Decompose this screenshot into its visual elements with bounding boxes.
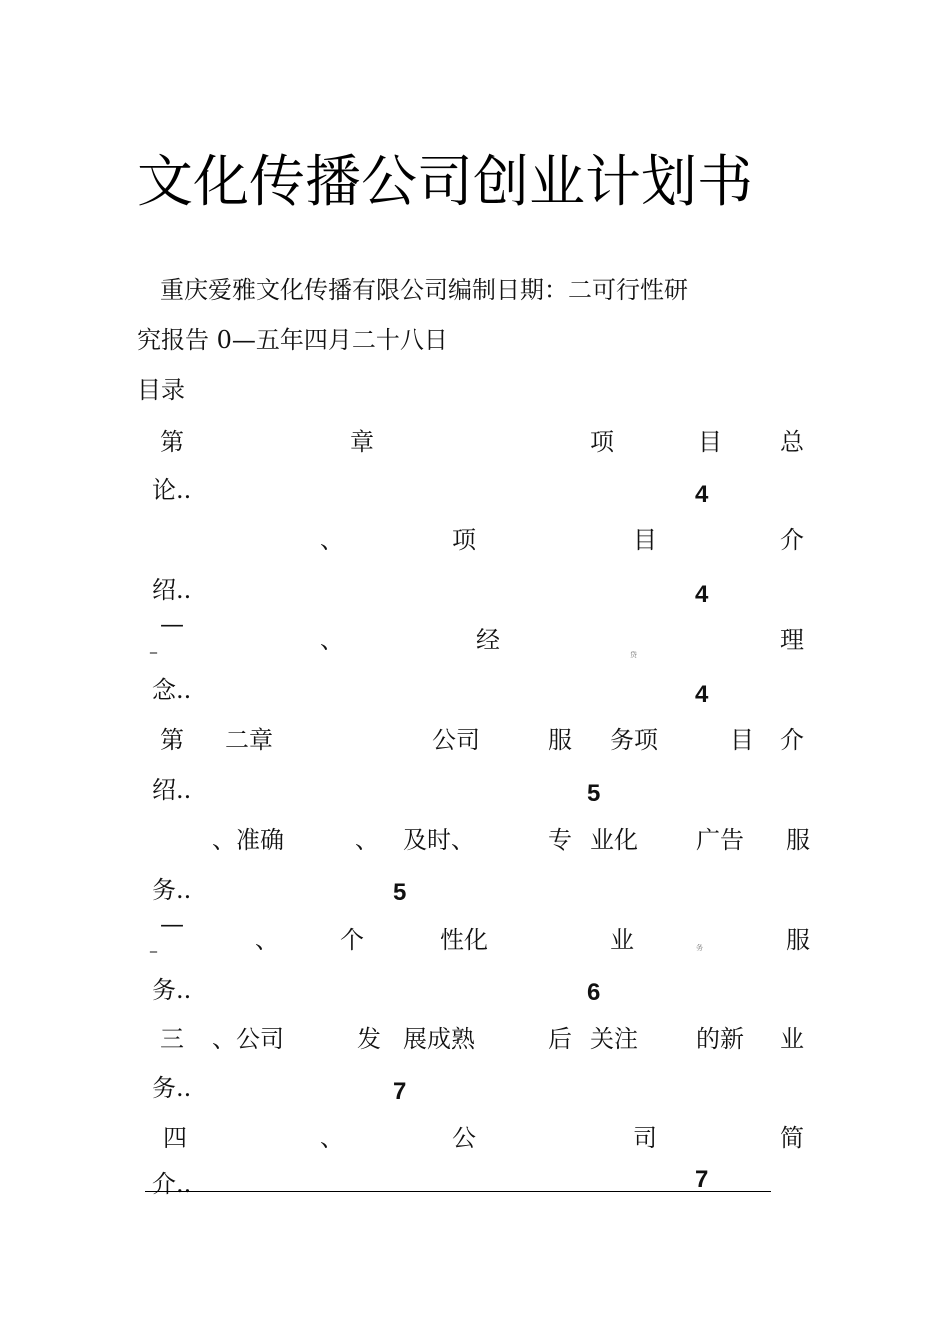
toc-page-number: 7 (695, 1166, 709, 1193)
toc-text: 服 (786, 926, 810, 954)
toc-text: 关注 (590, 1025, 638, 1053)
toc-heading: 目录 (137, 376, 185, 404)
toc-mark: 贷 (630, 651, 637, 659)
toc-text: 目 (730, 726, 754, 754)
toc-text: 、 (355, 826, 379, 854)
toc-text: 性化 (440, 926, 488, 954)
toc-mark: 务 (696, 944, 703, 952)
toc-text: 业化 (590, 826, 638, 854)
toc-text: 、 (320, 626, 344, 654)
toc-text: 专 (548, 826, 572, 854)
toc-text: 业 (610, 926, 634, 954)
toc-page-number: 7 (393, 1078, 407, 1105)
toc-text: — (160, 610, 184, 638)
toc-text: 总 (780, 428, 804, 456)
toc-text: 广告 (696, 826, 744, 854)
toc-text: 后 (548, 1025, 572, 1053)
toc-page-number: 4 (695, 681, 709, 708)
toc-text: 项 (590, 428, 614, 456)
toc-text: 简 (780, 1124, 804, 1152)
toc-text: 发 (357, 1025, 381, 1053)
toc-text: 务.. (152, 976, 192, 1004)
toc-text: 务.. (152, 1074, 192, 1102)
toc-text: 公 (452, 1124, 476, 1152)
document-page: 文化传播公司创业计划书 重庆爱雅文化传播有限公司编制日期：二可行性研 究报告 0—五年四月二十八日 目录 第 章 项 目 总 论.. 4 、 项 目 介 绍.. 4 — _ 、 经 贷 理 念.. 4 第 二章 公司 服 务项 目 介 绍.. 5 、准确 、 及时、 专 业化 广告 服 务.. 5 — _ 、 个 性化 业 务 服 务.. 6 三 、公司 发 展成熟 后 关注 的新 业 务.. 7 四 、 公 司 简 介.. 7 (0, 0, 950, 1344)
toc-text: 项 (452, 526, 476, 554)
toc-text: 个 (340, 926, 364, 954)
toc-page-number: 4 (695, 581, 709, 608)
toc-text: 、 (320, 1124, 344, 1152)
toc-text: 介 (780, 526, 804, 554)
toc-text: 理 (780, 626, 804, 654)
toc-text: 展成熟 (403, 1025, 475, 1053)
underline-divider (145, 1191, 771, 1192)
toc-text: 及时、 (403, 826, 475, 854)
toc-text: 、公司 (212, 1025, 284, 1053)
toc-text: 第 (160, 726, 184, 754)
intro-line-2: 究报告 0—五年四月二十八日 (137, 326, 448, 354)
toc-text: 、 (320, 526, 344, 554)
toc-text: 务.. (152, 876, 192, 904)
toc-text: 绍.. (152, 576, 192, 604)
toc-text: 论.. (152, 476, 192, 504)
toc-text: 、 (255, 926, 279, 954)
toc-text: 目 (633, 526, 657, 554)
toc-text: 介 (780, 726, 804, 754)
toc-text: 二章 (225, 726, 273, 754)
toc-text: 公司 (432, 726, 480, 754)
toc-text: 四 (163, 1124, 187, 1152)
toc-text: 、准确 (212, 826, 284, 854)
toc-text: 三 (160, 1025, 184, 1053)
toc-text: 的新 (696, 1025, 744, 1053)
toc-text: 介.. (152, 1170, 192, 1198)
toc-page-number: 5 (393, 879, 407, 906)
toc-text: 业 (780, 1025, 804, 1053)
toc-text: 绍.. (152, 776, 192, 804)
toc-text: 司 (633, 1124, 657, 1152)
document-title: 文化传播公司创业计划书 (137, 150, 753, 215)
toc-page-number: 5 (587, 780, 601, 807)
toc-text: 目 (698, 428, 722, 456)
toc-text: 服 (786, 826, 810, 854)
toc-text: 第 (160, 428, 184, 456)
toc-text: — (160, 910, 184, 938)
toc-text: 务项 (610, 726, 658, 754)
intro-line-1: 重庆爱雅文化传播有限公司编制日期：二可行性研 (160, 276, 688, 304)
toc-page-number: 6 (587, 979, 601, 1006)
toc-text: 念.. (152, 676, 192, 704)
toc-text: 服 (548, 726, 572, 754)
toc-text: 经 (476, 626, 500, 654)
toc-page-number: 4 (695, 481, 709, 508)
toc-text: 章 (350, 428, 374, 456)
